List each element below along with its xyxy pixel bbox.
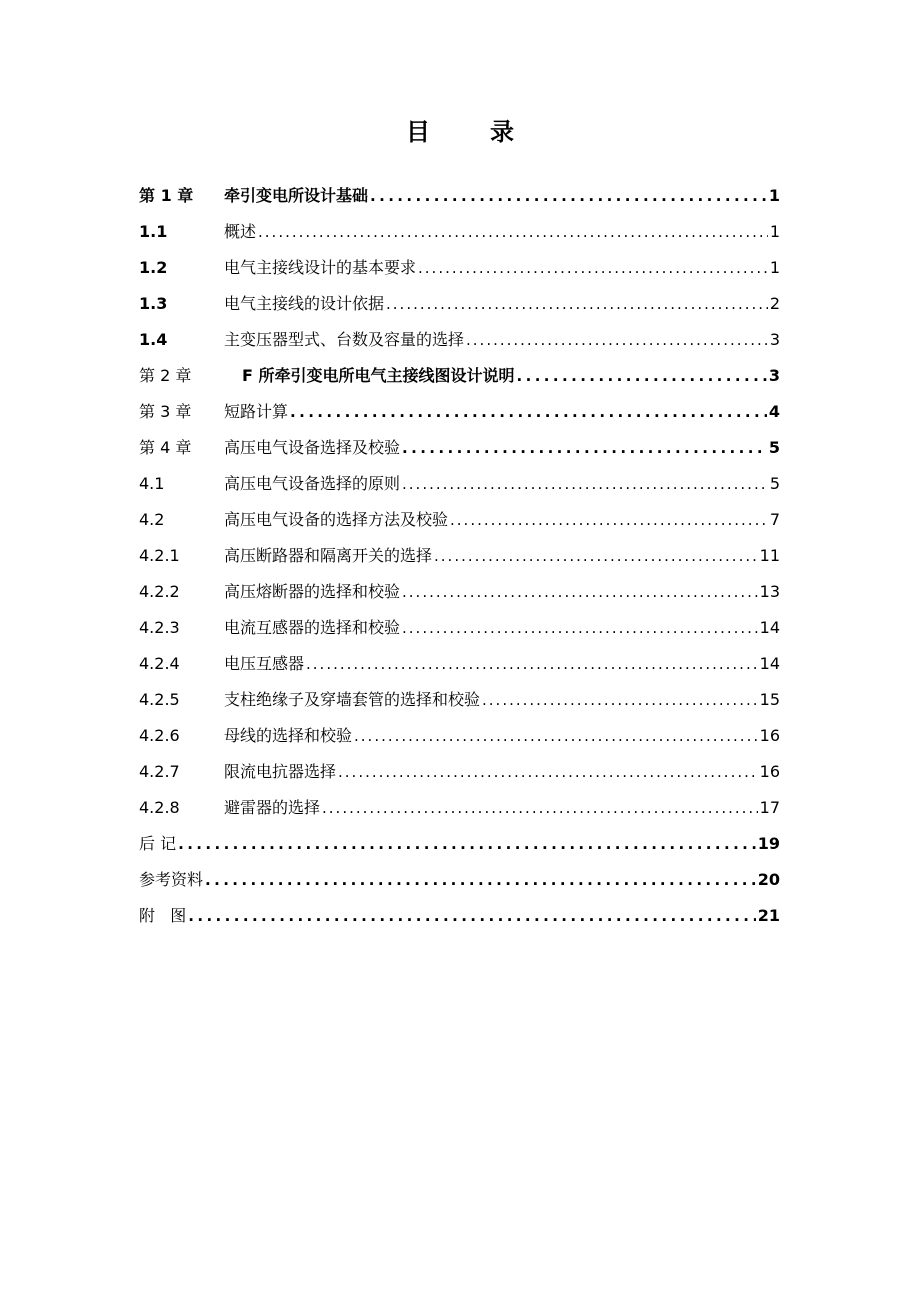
toc-entry-number: 1.1 (139, 222, 168, 241)
toc-entry[interactable] (139, 430, 780, 466)
toc-entry-page: 1 (769, 222, 780, 241)
toc-entry-title: 高压电气设备选择的原则 (224, 474, 401, 493)
toc-entry-title: 高压断路器和隔离开关的选择 (224, 546, 433, 565)
toc-leader-dots (354, 718, 758, 754)
toc-entry-page: 14 (759, 654, 780, 673)
toc-entry-number: 1.4 (139, 330, 168, 349)
toc-leader-dots (517, 358, 767, 394)
toc-entry-page: 11 (759, 546, 780, 565)
toc-entry-title: 母线的选择和校验 (224, 726, 353, 745)
toc-entry-page: 7 (769, 510, 780, 529)
toc-leader-dots (402, 430, 767, 466)
toc-entry-title: 电流互感器的选择和校验 (224, 618, 401, 637)
toc-entry-page: 5 (768, 438, 780, 457)
toc-leader-dots (386, 286, 768, 322)
toc-entry-title: 短路计算 (224, 402, 289, 421)
toc-entry-title: 附 图 (139, 906, 187, 925)
toc-entry-number: 4.2.1 (139, 546, 180, 565)
toc-leader-dots (258, 214, 768, 250)
toc-entry[interactable] (139, 646, 780, 682)
toc-entry-title: 限流电抗器选择 (224, 762, 337, 781)
toc-leader-dots (466, 322, 768, 358)
toc-entry-page: 4 (768, 402, 780, 421)
toc-entry-number: 4.2.8 (139, 798, 180, 817)
toc-entry-title: 电气主接线设计的基本要求 (224, 258, 417, 277)
title-char-right: 录 (490, 118, 514, 146)
toc-entry-page: 13 (759, 582, 780, 601)
toc-leader-dots (370, 178, 767, 214)
toc-entry[interactable] (139, 898, 780, 934)
toc-entry-title: 牵引变电所设计基础 (224, 186, 369, 205)
page-title (0, 112, 920, 147)
toc-entry[interactable] (139, 754, 780, 790)
toc-entry-page: 5 (769, 474, 780, 493)
toc-entry[interactable] (139, 502, 780, 538)
toc-entry-page: 14 (759, 618, 780, 637)
toc-entry[interactable] (139, 574, 780, 610)
toc-entry[interactable] (139, 250, 780, 286)
toc-entry-number: 第 3 章 (139, 402, 192, 421)
toc-entry-number: 4.2.2 (139, 582, 180, 601)
toc-entry[interactable] (139, 466, 780, 502)
toc-entry[interactable] (139, 790, 780, 826)
toc-entry-number: 4.2 (139, 510, 165, 529)
toc-entry[interactable] (139, 394, 780, 430)
table-of-contents (139, 178, 780, 934)
toc-entry[interactable] (139, 682, 780, 718)
toc-leader-dots (402, 466, 768, 502)
title-char-left: 目 (406, 118, 430, 146)
toc-entry-page: 2 (769, 294, 780, 313)
toc-entry-page: 1 (769, 258, 780, 277)
toc-leader-dots (290, 394, 767, 430)
toc-leader-dots (402, 574, 758, 610)
toc-leader-dots (402, 610, 758, 646)
toc-leader-dots (482, 682, 758, 718)
toc-entry-number: 第 1 章 (139, 186, 194, 205)
toc-entry[interactable] (139, 862, 780, 898)
toc-entry-number: 4.2.7 (139, 762, 180, 781)
toc-entry[interactable] (139, 214, 780, 250)
toc-leader-dots (322, 790, 758, 826)
toc-entry-title: 高压电气设备的选择方法及校验 (224, 510, 449, 529)
toc-entry[interactable] (139, 286, 780, 322)
toc-entry-number: 4.2.4 (139, 654, 180, 673)
toc-leader-dots (338, 754, 758, 790)
toc-entry-number: 第 2 章 (139, 366, 192, 385)
toc-entry[interactable] (139, 322, 780, 358)
toc-entry-title: F 所牵引变电所电气主接线图设计说明 (242, 366, 515, 385)
toc-entry-page: 3 (769, 330, 780, 349)
toc-entry-title: 主变压器型式、台数及容量的选择 (224, 330, 465, 349)
toc-entry[interactable] (139, 610, 780, 646)
toc-entry-page: 16 (759, 762, 780, 781)
toc-entry-number: 4.2.5 (139, 690, 180, 709)
toc-entry[interactable] (139, 718, 780, 754)
toc-entry[interactable] (139, 538, 780, 574)
toc-leader-dots (450, 502, 768, 538)
toc-entry[interactable] (139, 178, 780, 214)
toc-entry-title: 后 记 (139, 834, 177, 853)
toc-entry-number: 第 4 章 (139, 438, 192, 457)
toc-entry[interactable] (139, 358, 780, 394)
toc-leader-dots (178, 826, 756, 862)
toc-entry-page: 1 (768, 186, 780, 205)
toc-entry-number: 4.2.3 (139, 618, 180, 637)
toc-entry-title: 高压电气设备选择及校验 (224, 438, 401, 457)
toc-leader-dots (434, 538, 758, 574)
toc-entry-title: 概述 (224, 222, 257, 241)
toc-entry-page: 20 (757, 870, 780, 889)
toc-entry-page: 16 (759, 726, 780, 745)
toc-entry-number: 1.3 (139, 294, 168, 313)
toc-leader-dots (205, 862, 756, 898)
toc-leader-dots (188, 898, 755, 934)
toc-entry-title: 电压互感器 (224, 654, 305, 673)
toc-entry-page: 15 (759, 690, 780, 709)
toc-entry-title: 高压熔断器的选择和校验 (224, 582, 401, 601)
toc-entry-page: 3 (768, 366, 780, 385)
toc-entry-number: 4.1 (139, 474, 165, 493)
toc-entry-title: 电气主接线的设计依据 (224, 294, 385, 313)
toc-entry-page: 19 (757, 834, 780, 853)
toc-entry-title: 参考资料 (139, 870, 204, 889)
toc-entry-title: 支柱绝缘子及穿墙套管的选择和校验 (224, 690, 481, 709)
toc-entry-number: 4.2.6 (139, 726, 180, 745)
toc-leader-dots (418, 250, 768, 286)
toc-entry-title: 避雷器的选择 (224, 798, 321, 817)
toc-leader-dots (306, 646, 758, 682)
toc-entry-page: 17 (759, 798, 780, 817)
toc-entry-page: 21 (757, 906, 780, 925)
toc-entry-number: 1.2 (139, 258, 168, 277)
toc-entry[interactable] (139, 826, 780, 862)
